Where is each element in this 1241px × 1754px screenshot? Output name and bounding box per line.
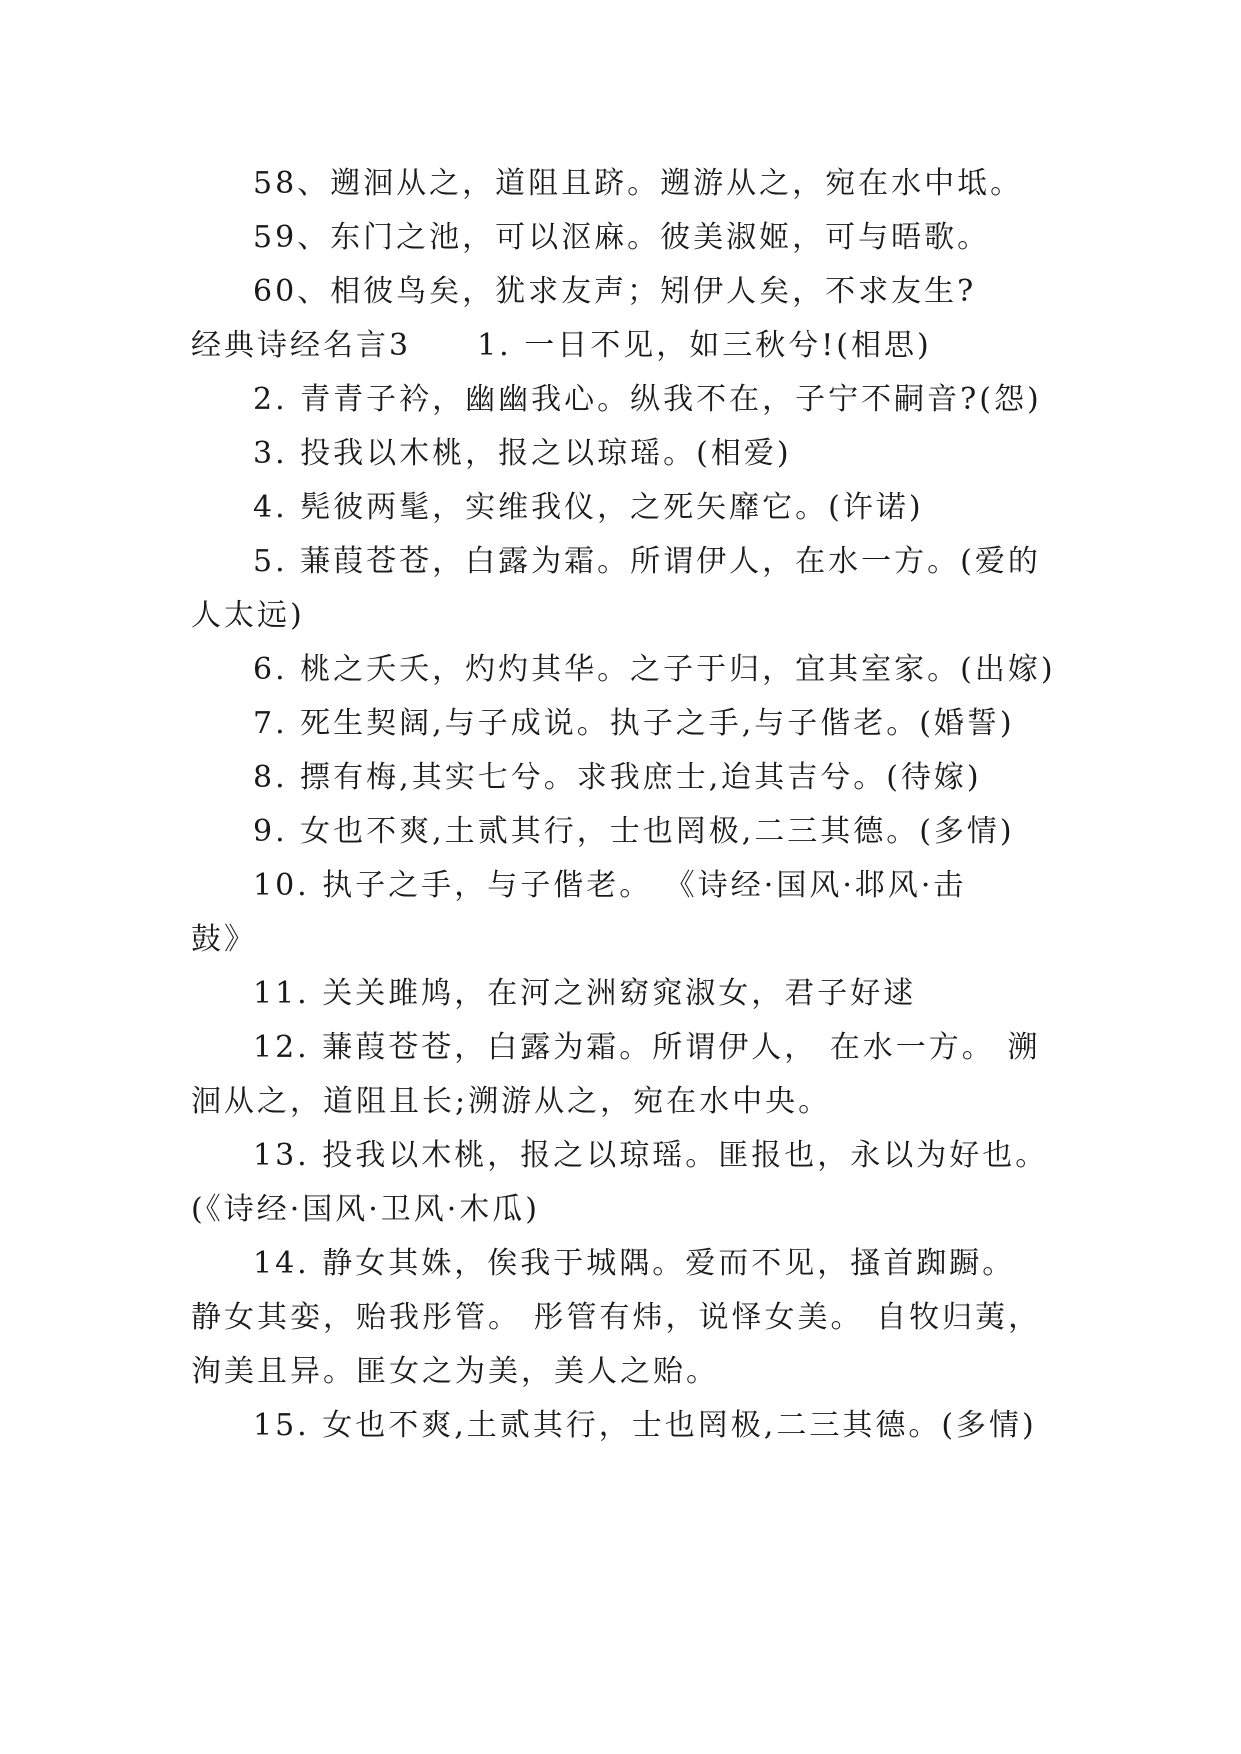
text-line: 5. 蒹葭苍苍，白露为霜。所谓伊人，在水一方。(爱的: [253, 544, 1041, 579]
text-line: 11. 关关雎鸠，在河之洲窈窕淑女，君子好逑: [253, 976, 917, 1011]
text-line: 9. 女也不爽,土贰其行，士也罔极,二三其德。(多情): [253, 814, 1015, 849]
text-line: 静女其娈，贻我彤管。 彤管有炜，说怿女美。 自牧归荑，: [191, 1300, 1042, 1335]
text-line: 12. 蒹葭苍苍，白露为霜。所谓伊人， 在水一方。 溯: [253, 1030, 1041, 1065]
text-line: 10. 执子之手，与子偕老。 《诗经·国风·邶风·击: [253, 868, 967, 903]
text-line: 洄从之，道阻且长;溯游从之，宛在水中央。: [191, 1084, 832, 1119]
text-line: 2. 青青子衿，幽幽我心。纵我不在，子宁不嗣音?(怨): [253, 382, 1042, 417]
text-line: 8. 摽有梅,其实七兮。求我庶士,迨其吉兮。(待嫁): [253, 760, 982, 795]
text-line: 60、相彼鸟矣，犹求友声；矧伊人矣，不求友生?: [253, 274, 977, 309]
text-line: 人太远): [191, 598, 305, 633]
text-line: 洵美且异。匪女之为美，美人之贻。: [191, 1354, 719, 1389]
text-line: 15. 女也不爽,土贰其行，士也罔极,二三其德。(多情): [253, 1408, 1037, 1443]
text-line: 58、遡洄从之，道阻且跻。遡游从之，宛在水中坻。: [253, 166, 1024, 201]
text-line: 13. 投我以木桃，报之以琼瑶。匪报也，永以为好也。: [253, 1138, 1049, 1173]
text-line: 4. 髡彼两髦，实维我仪，之死矢靡它。(许诺): [253, 490, 924, 525]
text-line: 59、东门之池，可以沤麻。彼美淑姬，可与晤歌。: [253, 220, 991, 255]
text-line: (《诗经·国风·卫风·木瓜): [191, 1192, 541, 1227]
section-heading-line: 经典诗经名言3 1. 一日不见，如三秋兮!(相思): [191, 328, 932, 363]
text-line: 14. 静女其姝，俟我于城隅。爱而不见，搔首踟蹰。: [253, 1246, 1016, 1281]
text-line: 6. 桃之夭夭，灼灼其华。之子于归，宜其室家。(出嫁): [253, 652, 1056, 687]
text-line: 7. 死生契阔,与子成说。执子之手,与子偕老。(婚誓): [253, 706, 1015, 741]
text-line: 3. 投我以木桃，报之以琼瑶。(相爱): [253, 436, 792, 471]
text-line: 鼓》: [191, 922, 257, 957]
